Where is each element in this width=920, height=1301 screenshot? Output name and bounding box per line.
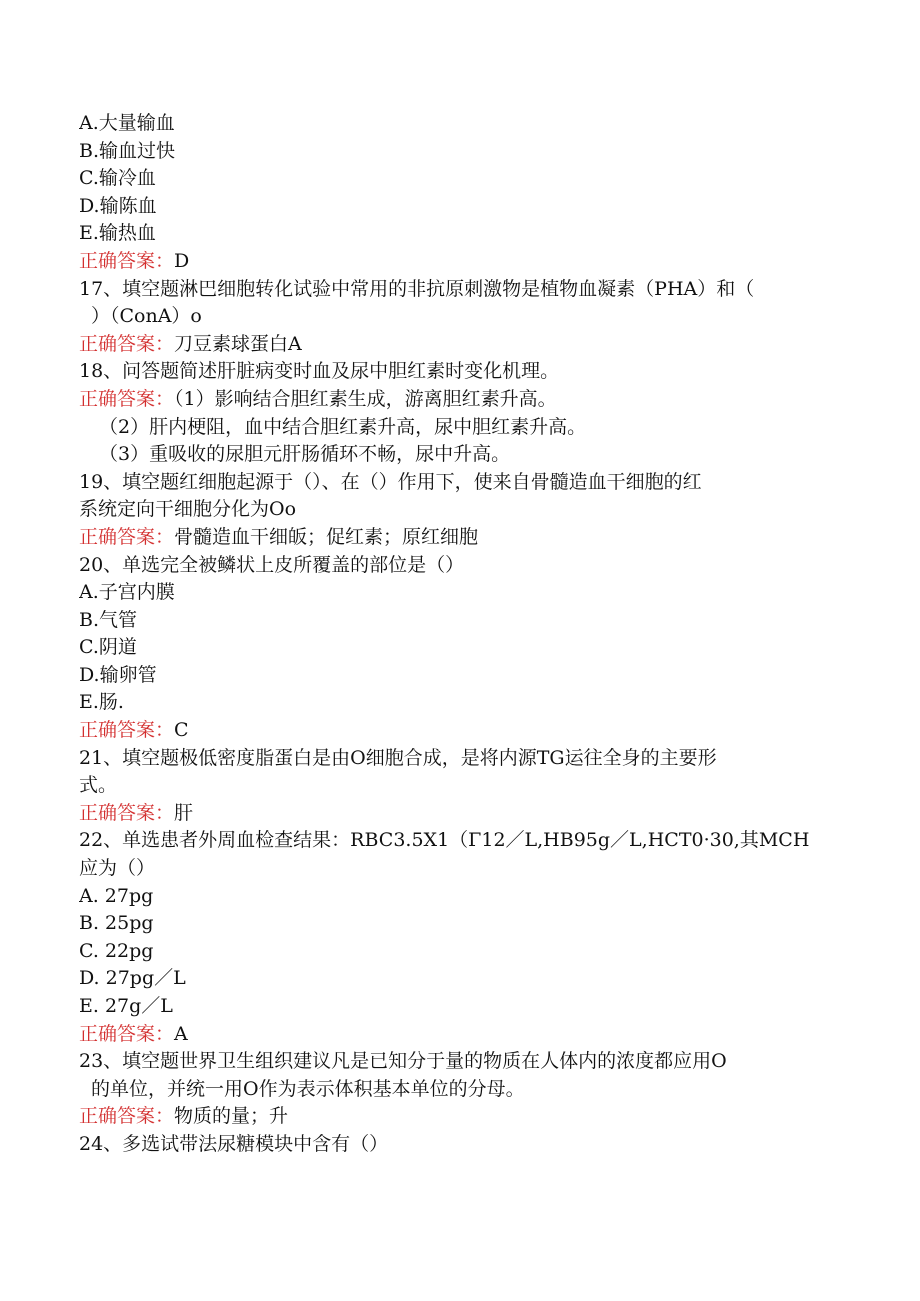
answer-label: 正确答案： (79, 1022, 175, 1045)
question-21-text-cont: 式。 (79, 774, 118, 797)
answer-value: A (174, 1022, 188, 1045)
answer-value: 物质的量；升 (174, 1105, 289, 1128)
question-19-text-cont: 系统定向干细胞分化为Oo (79, 498, 297, 521)
option-a: A. 27pg (79, 884, 154, 907)
answer-label: 正确答案： (79, 801, 175, 824)
option-c: C.输冷血 (79, 167, 156, 190)
option-b: B.气管 (79, 608, 138, 631)
answer-line (79, 800, 839, 828)
option-a: A.大量输血 (79, 112, 175, 134)
answer-value: 骨髓造血干细皈；促红素；原红细胞 (174, 525, 479, 548)
answer-value: （1）影响结合胆红素生成，游离胆红素升高。 (174, 387, 557, 410)
question-document (79, 110, 839, 1159)
question-23-text-cont: 的单位，并统一用O作为表示体积基本单位的分母。 (91, 1077, 525, 1100)
answer-value: C (174, 719, 189, 742)
answer-line (79, 1103, 839, 1131)
option-c: C.阴道 (79, 636, 137, 659)
option-e: E. 27g／L (79, 995, 173, 1017)
question-19-text: 19、填空题红细胞起源于（）、在（）作用下，使来自骨髓造血干细胞的红 (79, 470, 702, 493)
question-22-text-cont: 应为（） (79, 857, 156, 880)
answer-label: 正确答案： (79, 525, 175, 548)
answer-value: 刀豆素球蛋白A (174, 332, 302, 355)
answer-line (79, 386, 839, 414)
answer-label: 正确答案： (79, 249, 175, 272)
option-d: D.输卵管 (79, 663, 157, 686)
answer-value: D (174, 249, 190, 272)
answer-value: 肝 (174, 801, 194, 824)
answer-line (79, 717, 839, 745)
answer-label: 正确答案： (79, 387, 175, 410)
answer-label: 正确答案： (79, 332, 175, 355)
option-d: D. 27pg／L (79, 967, 186, 990)
option-b: B.输血过快 (79, 139, 176, 162)
question-22-text: 22、单选患者外周血检查结果：RBC3.5X1（Γ12／L,HB95g／L,HCT0·30,其MCH (79, 829, 810, 852)
option-c: C. 22pg (79, 939, 154, 962)
option-b: B. 25pg (79, 912, 154, 935)
question-21-text: 21、填空题极低密度脂蛋白是由O细胞合成，是将内源TG运往全身的主要形 (79, 746, 717, 769)
answer-label: 正确答案： (79, 1105, 175, 1128)
option-d: D.输陈血 (79, 194, 157, 217)
option-e: E.肠. (79, 691, 124, 714)
answer-line (79, 248, 839, 276)
answer-continuation: （2）肝内梗阻，血中结合胆红素升高，尿中胆红素升高。 (99, 415, 587, 438)
answer-label: 正确答案： (79, 719, 175, 742)
question-20-text: 20、单选完全被鳞状上皮所覆盖的部位是（） (79, 553, 465, 576)
option-a: A.子宫内膜 (79, 581, 175, 604)
question-18-text: 18、问答题简述肝脏病变时血及尿中胆红素时变化机理。 (79, 360, 560, 383)
question-17-text: 17、填空题淋巴细胞转化试验中常用的非抗原刺激物是植物血凝素（PHA）和（ (79, 277, 755, 300)
question-23-text: 23、填空题世界卫生组织建议凡是已知分于量的物质在人体内的浓度都应用O (79, 1050, 727, 1073)
option-e: E.输热血 (79, 222, 156, 245)
question-17-text-cont: ）（ConA）o (91, 305, 202, 328)
answer-continuation: （3）重吸收的尿胆元肝肠循环不畅，尿中升高。 (99, 443, 511, 466)
question-24-text: 24、多选试带法尿糖模块中含有（） (79, 1132, 389, 1155)
answer-line (79, 524, 839, 552)
answer-line (79, 1021, 839, 1049)
answer-line (79, 331, 839, 359)
